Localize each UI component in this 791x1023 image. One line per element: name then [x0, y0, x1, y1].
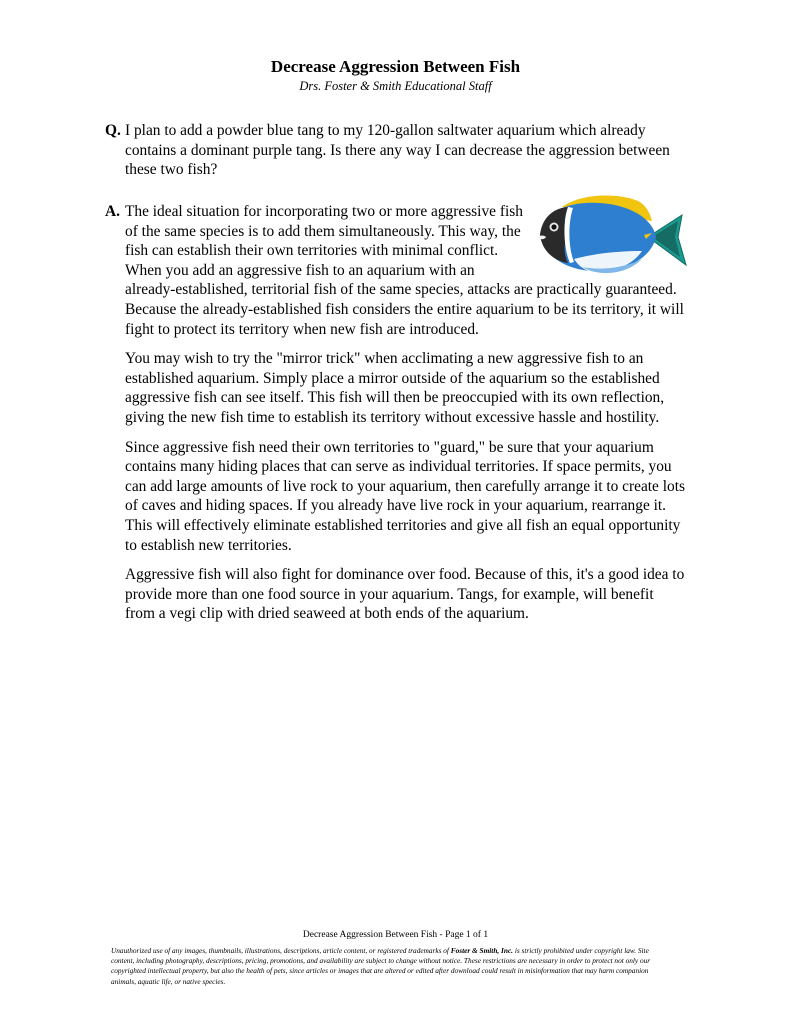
answer-paragraph: The ideal situation for incorporating two or more aggressive fish of the same species is to add them simultaneously. This way, the fish can establish their own territories with minimal conflict. When you add an aggressive fish to an aquarium with an already-established, territorial fish of the same species, attacks are practically guaranteed. Because the already-established fish considers the entire aquarium to be its territory, it will fight to protect its territory when new fish are introduced. — [125, 203, 684, 338]
question-marker: Q. — [105, 122, 121, 139]
question-text: I plan to add a powder blue tang to my 120-gallon saltwater aquarium which already contains a dominant purple tang. Is there any way I can decrease the aggression between these two fish? — [125, 122, 670, 179]
answer-block — [105, 202, 685, 634]
disclaimer-brand: Foster & Smith, Inc. — [450, 946, 514, 955]
page-footer-label: Decrease Aggression Between Fish - Page 1 of 1 — [302, 930, 489, 940]
answer-paragraph: You may wish to try the "mirror trick" when acclimating a new aggressive fish to an established aquarium. Simply place a mirror outside of the aquarium so the established aggressive fish can see itself. This fish will then be preoccupied with its own reflection, giving the new fish time to establish its territory without excessive hassle and hostility. — [125, 350, 665, 426]
question-block — [105, 121, 675, 180]
document-subtitle: Drs. Foster & Smith Educational Staff — [299, 79, 492, 93]
document-title: Decrease Aggression Between Fish — [270, 57, 521, 76]
copyright-disclaimer — [111, 946, 671, 987]
answer-marker: A. — [105, 203, 120, 220]
powder-blue-tang-fish-icon — [534, 193, 690, 277]
answer-paragraph: Since aggressive fish need their own territories to "guard," be sure that your aquarium contains many hiding places that can serve as individual territories. If space permits, you can add large amounts of live rock to your aquarium, then carefully arrange it to create lots of caves and hiding spaces. If you already have live rock in your aquarium, rearrange it. This will effectively eliminate established territories and give all fish an equal opportunity to establish new territories. — [125, 438, 685, 554]
fish-head — [540, 207, 568, 263]
disclaimer-text-start: Unauthorized use of any images, thumbnails, illustrations, descriptions, article content, or registered trademarks of — [111, 946, 451, 955]
answer-paragraph: Aggressive fish will also fight for dominance over food. Because of this, it's a good idea to provide more than one food source in your aquarium. Tangs, for example, will benefit from a vegi clip with dried seaweed at both ends of the aquarium. — [125, 566, 685, 623]
disclaimer-text-end: is strictly prohibited under copyright law. Site content, including photography, descriptions, pricing, promotions, and availability are subject to change without notice. These restrictions are necessary in order to protect not only our copyrighted intellectual property, but also the health of pets, since articles or images that are altered or edited after download could result in misinformation that may harm companion animals, aquatic life, or native species. — [111, 946, 651, 986]
